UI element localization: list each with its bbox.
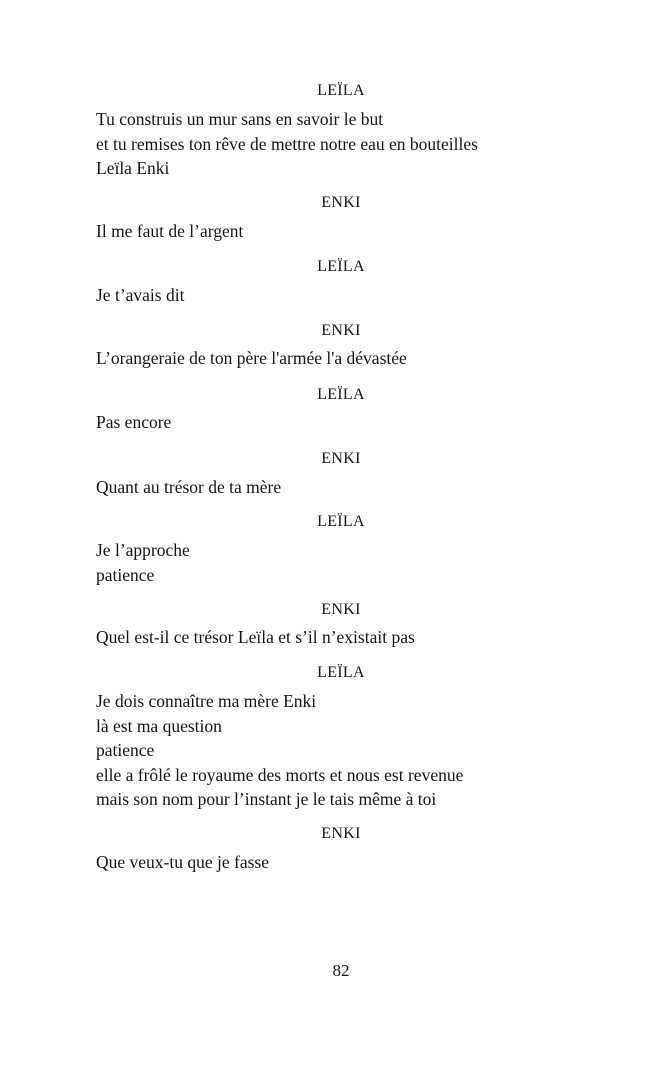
- dialogue-line: Je l’approche: [96, 540, 190, 560]
- dialogue-line: et tu remises ton rêve de mettre notre eau en bouteilles: [96, 133, 478, 154]
- speaker-name: ENKI: [321, 825, 361, 842]
- speaker-name: ENKI: [321, 322, 361, 339]
- speaker-name: LEÏLA: [317, 82, 365, 99]
- dialogue-line: Tu construis un mur sans en savoir le but: [96, 109, 384, 129]
- dialogue-line: Leïla Enki: [96, 158, 170, 178]
- speaker-name: LEÏLA: [317, 664, 365, 681]
- dialogue-block: [96, 689, 616, 812]
- speaker-name: LEÏLA: [317, 258, 365, 275]
- dialogue-line: Il me faut de l’argent: [96, 221, 244, 241]
- dialogue-line: Pas encore: [96, 412, 172, 432]
- dialogue-block: [96, 475, 616, 500]
- dialogue-block: [96, 410, 616, 435]
- speaker-name: ENKI: [321, 601, 361, 618]
- dialogue-line: patience: [96, 564, 155, 585]
- dialogue-line: L’orangeraie de ton père l'armée l'a dévastée: [96, 348, 407, 368]
- dialogue-line: patience: [96, 740, 155, 760]
- dialogue-line: elle a frôlé le royaume des morts et nous est revenue: [96, 764, 464, 785]
- dialogue-block: [96, 283, 616, 308]
- dialogue-block: [96, 538, 616, 587]
- dialogue-line: Quant au trésor de ta mère: [96, 477, 282, 497]
- dialogue-line: Que veux-tu que je fasse: [96, 852, 269, 872]
- dialogue-block: [96, 625, 616, 650]
- dialogue-line: Je t’avais dit: [96, 285, 185, 305]
- dialogue-block: [96, 219, 616, 244]
- speaker-name: LEÏLA: [317, 513, 365, 530]
- speaker-name: ENKI: [321, 450, 361, 467]
- dialogue-line: Quel est-il ce trésor Leïla et s’il n’existait pas: [96, 627, 415, 647]
- dialogue-block: [96, 850, 616, 875]
- dialogue-line: Je dois connaître ma mère Enki: [96, 691, 317, 711]
- speaker-name: LEÏLA: [317, 386, 365, 403]
- dialogue-block: [96, 107, 616, 181]
- page-number: 82: [332, 961, 350, 980]
- dialogue-block: [96, 346, 616, 371]
- dialogue-line: là est ma question: [96, 715, 222, 736]
- dialogue-line: mais son nom pour l’instant je le tais même à toi: [96, 789, 437, 809]
- speaker-name: ENKI: [321, 194, 361, 211]
